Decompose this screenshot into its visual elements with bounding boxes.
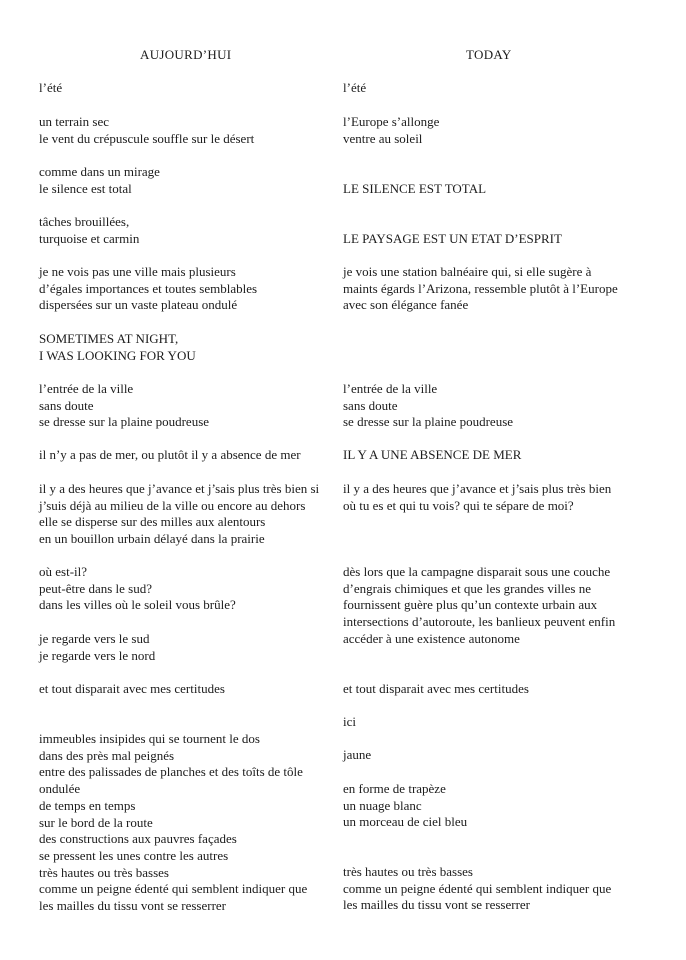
left-stanza [39,631,155,664]
left-stanza [39,80,62,97]
text-line: en forme de trapèze [343,781,446,796]
left-stanza [39,481,319,548]
text-line: je regarde vers le nord [39,647,156,663]
text-line: dispersées sur un vaste plateau ondulé [39,297,238,313]
text-line: avec son élégance fanée [343,297,469,313]
left-stanza [39,114,254,147]
left-stanza [39,447,301,464]
text-line: immeubles insipides qui se tournent le dos [39,731,260,746]
text-line: IL Y A UNE ABSENCE DE MER [343,447,522,462]
text-line: j’suis déjà au milieu de la ville ou encore au dehors [39,497,306,513]
left-stanza [39,564,236,614]
text-line: se pressent les unes contre les autres [39,847,229,863]
text-line: entre des palissades de planches et des toîts de tôle [39,764,303,780]
text-line: se dresse sur la plaine poudreuse [343,414,514,430]
text-line: ici [343,714,356,729]
right-stanza [343,481,611,514]
text-line: ondulée [39,781,81,797]
left-stanza [39,681,225,698]
right-stanza [343,80,366,97]
text-line: des constructions aux pauvres façades [39,831,237,847]
left-stanza [39,264,257,314]
right-column-heading: TODAY [466,47,512,62]
left-column-heading: AUJOURD’HUI [140,47,232,62]
left-stanza [39,731,307,915]
right-stanza [343,264,618,314]
text-line: comme un peigne édenté qui semblent indiquer que [343,880,612,896]
text-line: turquoise et carmin [39,230,140,246]
right-stanza [343,747,371,764]
text-line: je ne vois pas une ville mais plusieurs [39,264,236,279]
text-line: l’entrée de la ville [343,381,438,396]
text-line: sans doute [39,397,94,413]
text-line: je regarde vers le sud [39,631,150,646]
text-line: dans les villes où le soleil vous brûle? [39,597,236,613]
text-line: et tout disparait avec mes certitudes [343,681,529,696]
left-stanza [39,214,139,247]
text-line: il y a des heures que j’avance et j’sais plus très bien si [39,481,320,496]
text-line: sans doute [343,397,398,413]
text-line: maints égards l’Arizona, ressemble plutôt à l’Europe [343,280,618,296]
text-line: de temps en temps [39,797,136,813]
text-line: SOMETIMES AT NIGHT, [39,331,179,346]
text-line: jaune [343,747,372,762]
text-line: où tu es et qui tu vois? qui te sépare de moi? [343,497,574,513]
text-line: où est-il? [39,564,88,579]
text-line: très hautes ou très basses [39,864,169,880]
text-line: d’engrais chimiques et que les grandes villes ne [343,580,592,596]
text-line: comme dans un mirage [39,164,160,179]
text-line: d’égales importances et toutes semblables [39,280,258,296]
text-line: il n’y a pas de mer, ou plutôt il y a absence de mer [39,447,301,462]
right-stanza [343,181,486,198]
text-line: se dresse sur la plaine poudreuse [39,414,210,430]
text-line: LE PAYSAGE EST UN ETAT D’ESPRIT [343,231,562,246]
text-line: un morceau de ciel bleu [343,814,468,830]
left-stanza [39,331,196,364]
text-line: comme un peigne édenté qui semblent indiquer que [39,881,308,897]
text-line: LE SILENCE EST TOTAL [343,181,487,196]
text-line: dans des près mal peignés [39,747,175,763]
text-line: les mailles du tissu vont se resserrer [343,897,531,913]
text-line: les mailles du tissu vont se resserrer [39,898,227,914]
right-stanza [343,564,615,648]
text-line: un nuage blanc [343,797,422,813]
text-line: I WAS LOOKING FOR YOU [39,347,196,363]
text-line: intersections d’autoroute, les banlieux peuvent enfin [343,614,616,630]
text-line: ventre au soleil [343,130,423,146]
text-line: accéder à une existence autonome [343,630,520,646]
text-line: l’été [343,80,367,95]
text-line: et tout disparait avec mes certitudes [39,681,225,696]
text-line: il y a des heures que j’avance et j’sais plus très bien [343,481,612,496]
text-line: elle se disperse sur des milles aux alentours [39,514,266,530]
text-line: en un bouillon urbain délayé dans la prairie [39,531,265,547]
text-line: l’entrée de la ville [39,381,134,396]
text-line: l’Europe s’allonge [343,114,440,129]
text-line: je vois une station balnéaire qui, si elle sugère à [343,264,592,279]
text-line: tâches brouillées, [39,214,130,229]
text-line: l’été [39,80,63,95]
right-stanza [343,864,611,914]
text-line: le silence est total [39,180,132,196]
right-stanza [343,447,521,464]
right-stanza [343,681,529,698]
text-line: un terrain sec [39,114,110,129]
right-stanza [343,231,562,248]
text-line: fournissent guère plus qu’un contexte urbain aux [343,597,598,613]
text-line: le vent du crépuscule souffle sur le désert [39,130,255,146]
text-line: très hautes ou très basses [343,864,473,879]
left-stanza [39,381,209,431]
left-stanza [39,164,160,197]
text-line: peut-être dans le sud? [39,580,152,596]
right-stanza [343,714,356,731]
right-stanza [343,381,513,431]
right-stanza [343,114,439,147]
text-line: dès lors que la campagne disparait sous une couche [343,564,611,579]
right-stanza [343,781,467,831]
text-line: sur le bord de la route [39,814,153,830]
